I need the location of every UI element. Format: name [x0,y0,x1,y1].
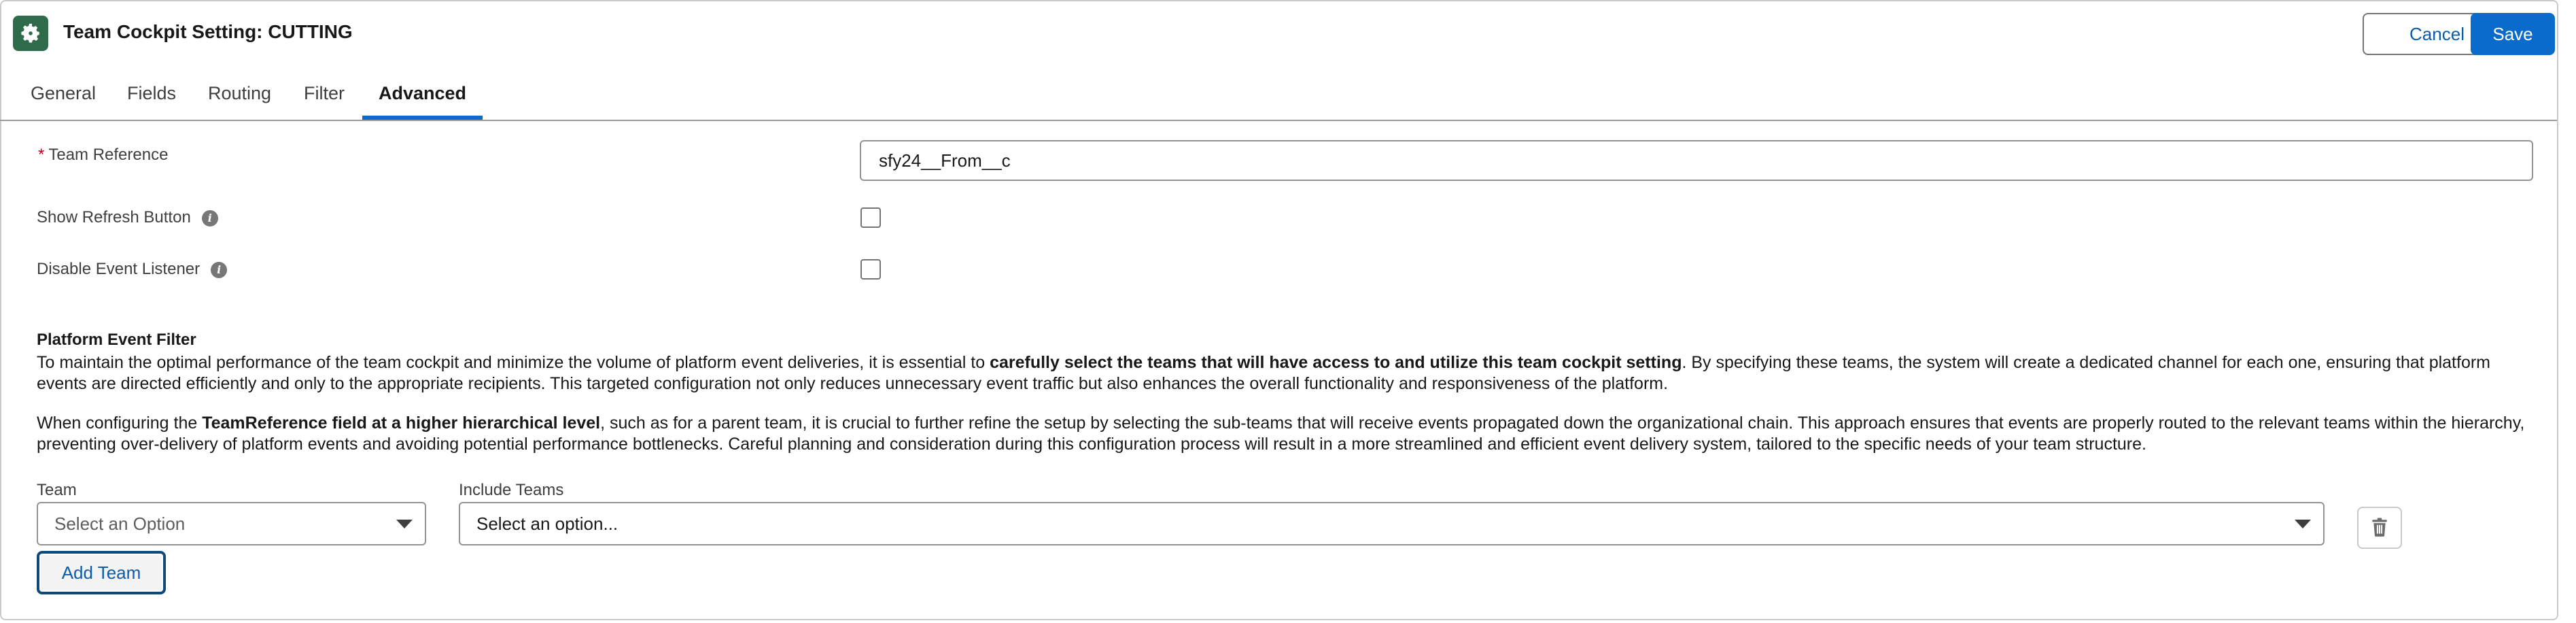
p2-text-a: When configuring the [37,414,203,433]
tab-routing[interactable]: Routing [208,83,272,103]
chevron-down-icon [2295,520,2311,528]
include-teams-label: Include Teams [459,481,564,499]
show-refresh-checkbox[interactable] [860,207,881,228]
active-tab-indicator [362,116,483,120]
p1-text-bold: carefully select the teams that will have access to and utilize this team cockpit setting [990,353,1682,372]
description-paragraph-2 [37,413,2538,455]
info-icon[interactable]: i [202,210,218,226]
tab-fields[interactable]: Fields [127,83,177,103]
p1-text-c: . By specifying these teams, the system will create a dedicated channel for each one, ensuring that platform events are directed efficiently and only to the appropriate recipients. This targeted configuration not only reduces unnecessary event traffic but also enhances the overall functionality and responsiveness of the platform. [37,353,2490,393]
p2-text-c: , such as for a parent team, it is crucial to further refine the setup by selecting the sub-teams that will receive events propagated down the organizational chain. This approach ensures that events are properly routed to the relevant teams within the hierarchy, preventing over-delivery of platform events and avoiding potential performance bottlenecks. Careful planning and consideration during this configuration process will result in a more streamlined and efficient event delivery system, tailored to the specific needs of your team structure. [37,414,2525,454]
description-paragraph-1 [37,352,2538,394]
add-team-button[interactable]: Add Team [37,551,166,594]
p1-text-a: To maintain the optimal performance of the team cockpit and minimize the volume of platform event deliveries, it is essential to [37,353,990,372]
trash-icon [2371,518,2388,539]
required-mark: * [38,146,45,164]
team-reference-label-text: Team Reference [48,146,169,164]
team-reference-input[interactable]: sfy24__From__c [860,140,2533,181]
chevron-down-icon [396,520,413,528]
show-refresh-label [37,208,218,227]
platform-event-filter-title: Platform Event Filter [37,331,196,349]
page-title: Team Cockpit Setting: CUTTING [63,21,353,42]
team-label: Team [37,481,77,499]
include-teams-placeholder: Select an option... [476,513,619,534]
info-icon[interactable]: i [211,262,227,278]
tab-bar [0,68,2557,121]
show-refresh-label-text: Show Refresh Button [37,208,191,226]
tab-advanced[interactable]: Advanced [379,83,467,103]
cancel-button[interactable]: Cancel [2363,13,2511,55]
p2-text-bold: TeamReference field at a higher hierarchical level [202,414,601,433]
disable-event-listener-checkbox[interactable] [860,259,881,280]
tab-general[interactable]: General [31,83,97,103]
team-select[interactable] [37,502,426,545]
disable-event-listener-label-text: Disable Event Listener [37,260,201,278]
tab-filter[interactable]: Filter [304,83,345,103]
disable-event-listener-label [37,260,227,279]
include-teams-select[interactable] [459,502,2325,545]
delete-row-button[interactable] [2357,507,2402,549]
team-select-placeholder: Select an Option [54,513,186,534]
save-button[interactable]: Save [2471,13,2555,55]
team-reference-label [38,146,168,165]
gear-icon [13,16,48,51]
